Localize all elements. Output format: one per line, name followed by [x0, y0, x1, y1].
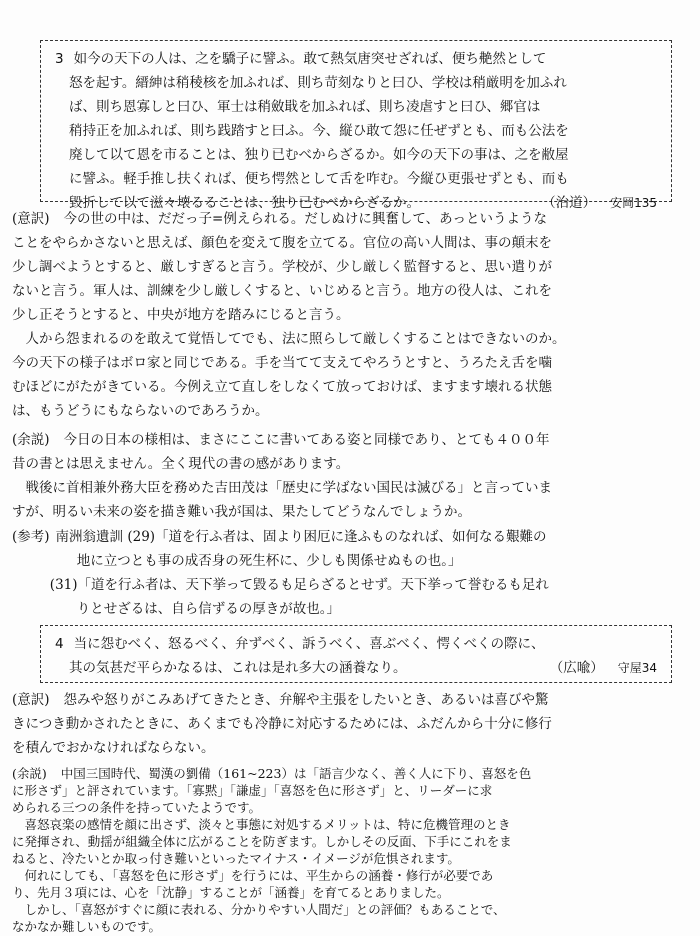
source-ref: 安岡135: [610, 196, 657, 210]
translation-section-4: (意訳) 怨みや怒りがこみあげてきたとき、弁解や主張をしたいとき、あるいは喜びや驚 きにつき動かされたときに、あくまでも冷静に対応するためには、ふだんから十分に修行 を積んでおかなければならない。: [12, 692, 552, 756]
source-label: （治道）: [542, 195, 597, 211]
note-section-3: (余説) 今日の日本の様相は、まさにここに書いてある姿と同様であり、とても４００年 昔の書とは思えません。全く現代の書の感があります。 戦後に首相兼外務大臣を務めた吉田茂は「歴史に学ばない国民は滅びる」と言っていま すが、明るい未来の姿を描き難い我が国は、果たしてどうなんでしょうか。: [12, 432, 552, 520]
passage-box-3: [40, 40, 672, 211]
section-label: (意訳): [12, 692, 50, 708]
passage-line: 如今の天下の人は、之を驕子に譬ふ。敢て熱気唐突せざれば、便ち艴然として: [73, 51, 547, 67]
passage-line: 怒を起す。縉紳は稍稜核を加ふれば、則ち苛刻なりと曰ひ、学校は稍厳明を加ふれ: [69, 75, 567, 91]
passage-box-4: [40, 625, 672, 683]
source-ref: 守屋34: [617, 661, 657, 675]
note-section-4: (余説) 中国三国時代、蜀漢の劉備（161~223）は「語言少なく、善く人に下り、喜怒を色 に形さず」と評されています。「寡黙」「謙虚」「喜怒を色に形さず」と、リーダーに求 められる三つの条件を持っていたようです。 喜怒哀楽の感情を顔に出さず、淡々と事態に対処するメリットは、特に危機管理のとき に発揮され、動揺が組織全体に広がることを防ぎます。しかしその反面、下手にこれをま ねると、冷たいとか取っ付き難いといったマイナス・イメージが危惧されます。 何れにしても、「喜怒を色に形さず」を行うには、平生からの涵養・修行が必要であ り、先月３項には、心を「沈静」することが「涵養」を育てるとありました。 しかし、「喜怒がすぐに顔に表れる、分かりやすい人間だ」との評価？もあることで、 なかなか難しいものです。: [12, 766, 532, 934]
passage-number: 3: [55, 51, 64, 67]
reference-section-3: (参考) 南洲翁遺訓 (29)「道を行ふ者は、固より困厄に逢ふものなれば、如何なる艱難の 地に立つとも事の成否身の死生杯に、少しも関係せぬもの也。」 (31)「道を行ふ者は、天下挙って毀るも足らざるとせず。天下挙って誉むるも足れ りとせざるは、自ら信ずるの厚きが故也。」: [12, 529, 549, 617]
passage-number: 4: [55, 636, 64, 652]
translation-section-3: (意訳) 今の世の中は、だだっ子=例えられる。だしぬけに興奮して、あっというような ことをやらかさないと思えば、顔色を変えて腹を立てる。官位の高い人間は、事の顛末を 少し調べようとすると、厳しすぎると言う。学校が、少し厳しく監督すると、思い遣りが ないと言う。軍人は、訓練を少し厳しくすると、いじめると言う。地方の役人は、これを 少し正そうとすると、中央が地方を踏みにじると言う。 人から怨まれるのを敢えて覚悟してでも、法に照らして厳しくすることはできないのか。 今の天下の様子はボロ家と同じである。手を当てて支えてやろうとすと、うろたえ舌を噛 むほどにがたがきている。今例え立て直しをしなくて放っておけば、ますます壊れる状態 は、もうどうにもならないのであろうか。: [12, 211, 566, 419]
section-label: (余説): [12, 432, 50, 448]
passage-line: 稍持正を加ふれば、則ち践踏すと曰ふ。今、縦ひ敢て怨に任ぜずとも、而も公法を: [69, 123, 569, 139]
section-label: (意訳): [12, 211, 50, 227]
passage-line: ば、則ち恩寡しと曰ひ、軍士は稍斂戢を加ふれば、則ち凌虐すと曰ひ、郷官は: [69, 99, 541, 115]
passage-line: 其の気甚だ平らかなるは、これは是れ多大の涵養なり。: [69, 660, 407, 676]
passage-line: 毀折して以て滋々壊るることは、独り已むべからざるか。: [69, 195, 420, 211]
passage-line: に譬ふ。軽手推し扶くれば、便ち愕然として舌を咋む。今縦ひ更張せずとも、而も: [69, 171, 569, 187]
source-label: （広喩）: [549, 660, 604, 676]
passage-line: 当に怨むべく、怒るべく、弁ずべく、訴うべく、喜ぶべく、愕くべくの際に、: [73, 636, 545, 652]
section-label: (参考): [12, 529, 50, 545]
section-label: (余説): [12, 766, 47, 781]
passage-line: 廃して以て恩を市ることは、独り已むべからざるか。如今の天下の事は、之を敝屋: [69, 147, 569, 163]
